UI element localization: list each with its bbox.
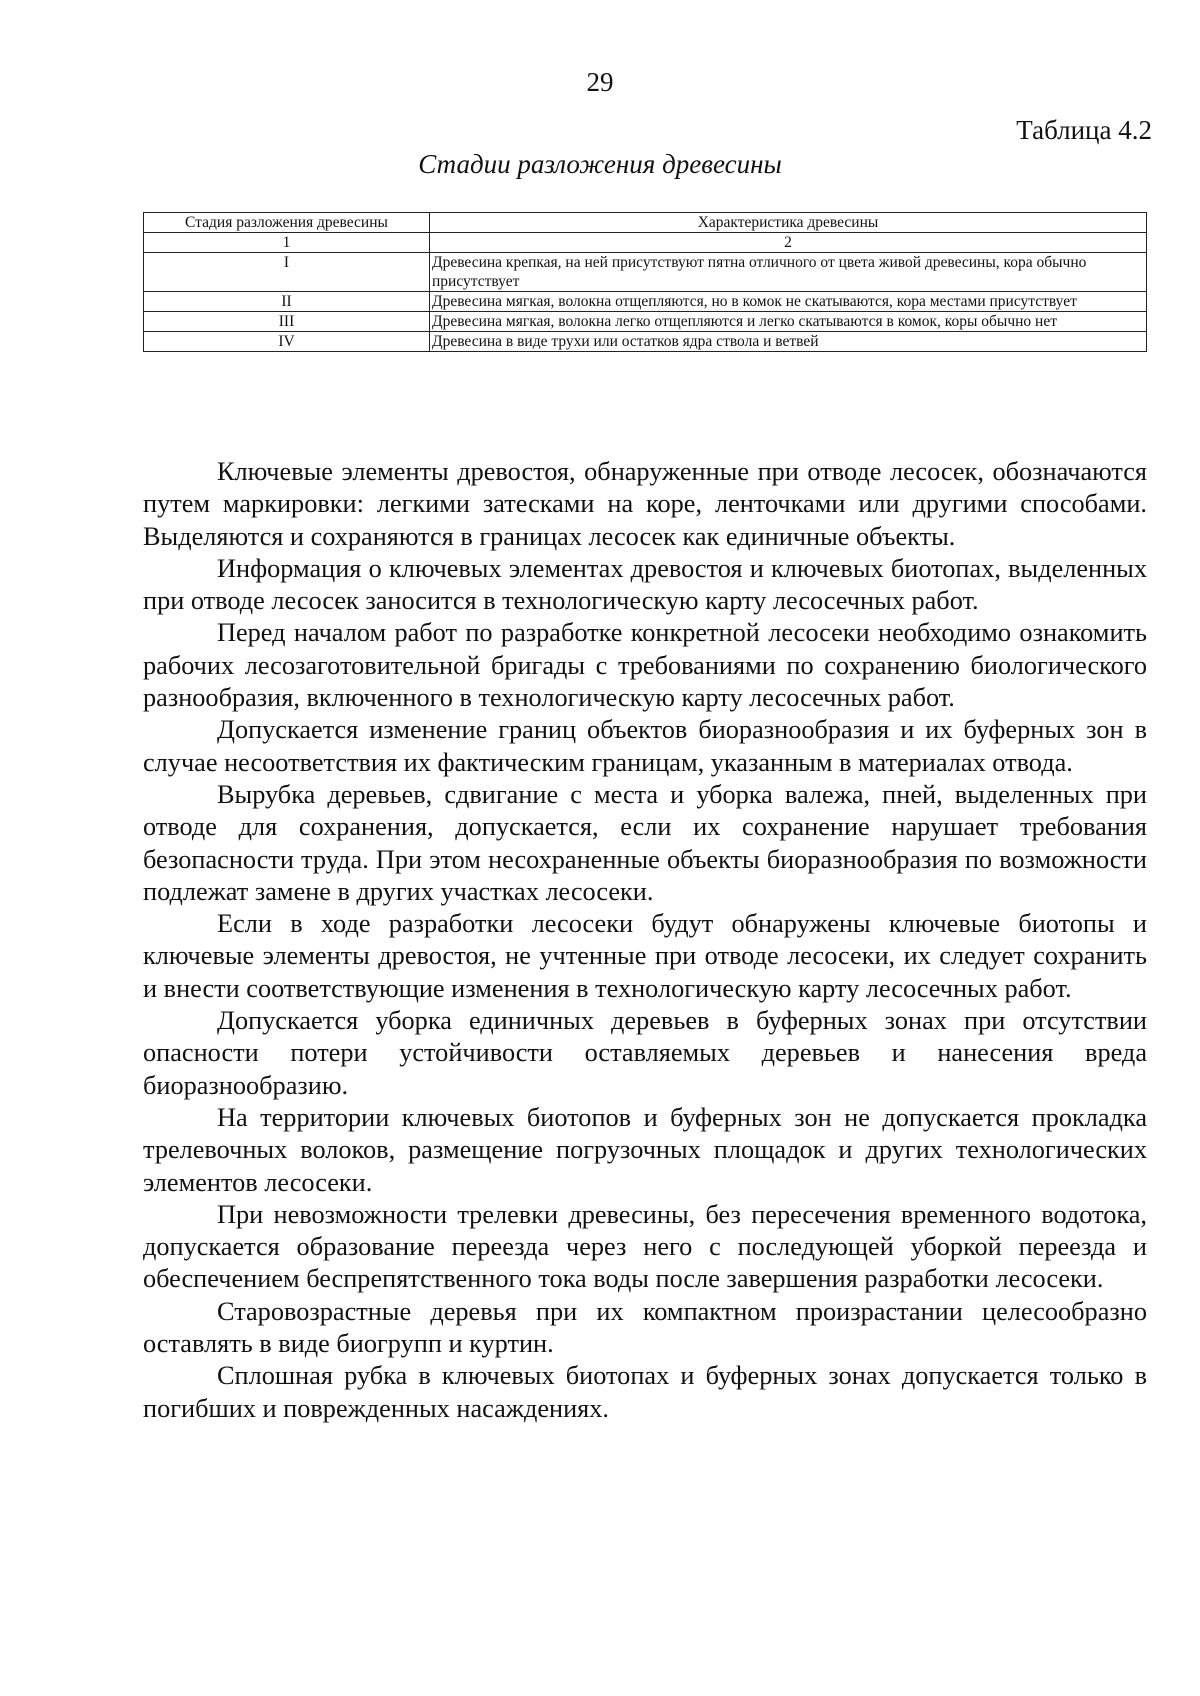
table-label: Таблица 4.2: [1016, 115, 1152, 145]
paragraph: При невозможности трелевки древесины, без пересечения временного водотока, допускается образование переезда через него с последующей уборкой переезда и обеспечением беспрепятственного тока воды после завершения разработки лесосеки.: [143, 1199, 1147, 1294]
paragraph: Старовозрастные деревья при их компактном произрастании целесообразно оставлять в виде биогрупп и куртин.: [143, 1296, 1147, 1359]
table-cell-description: Древесина в виде трухи или остатков ядра ствола и ветвей: [430, 332, 1147, 352]
table-row: [144, 253, 1147, 292]
table-cell-stage: I: [144, 253, 430, 292]
decay-stages-table: [143, 212, 1147, 352]
table-row: [144, 292, 1147, 312]
table-column-numbers-row: [144, 233, 1147, 253]
table-cell-description: Древесина мягкая, волокна легко отщепляются и легко скатываются в комок, коры обычно нет: [430, 312, 1147, 332]
table-cell-description: Древесина мягкая, волокна отщепляются, но в комок не скатываются, кора местами присутствует: [430, 292, 1147, 312]
table-cell-description: Древесина крепкая, на ней присутствуют пятна отличного от цвета живой древесины, кора обычно присутствует: [430, 253, 1147, 292]
table-header-cell: Стадия разложения древесины: [144, 213, 430, 233]
paragraph: Перед началом работ по разработке конкретной лесосеки необходимо ознакомить рабочих лесозаготовительной бригады с требованиями по сохранению биологического разнообразия, включенного в технологическую карту лесосечных работ.: [143, 618, 1147, 713]
paragraph: Допускается уборка единичных деревьев в буферных зонах при отсутствии опасности потери устойчивости оставляемых деревьев и нанесения вреда биоразнообразию.: [143, 1006, 1147, 1100]
table-cell-stage: II: [144, 292, 430, 312]
table-header-row: [144, 213, 1147, 233]
table-column-number: 2: [430, 233, 1147, 253]
page-number: 29: [586, 67, 614, 97]
paragraph: Ключевые элементы древостоя, обнаруженные при отводе лесосек, обозначаются путем маркировки: легкими затесками на коре, ленточками или другими способами. Выделяются и сохраняются в границах лесосек как единичные объекты.: [143, 457, 1147, 551]
paragraph: Если в ходе разработки лесосеки будут обнаружены ключевые биотопы и ключевые элементы древостоя, не учтенные при отводе лесосеки, их следует сохранить и внести соответствующие изменения в технологическую карту лесосечных работ.: [143, 909, 1147, 1003]
table-header-cell: Характеристика древесины: [430, 213, 1147, 233]
paragraph: Информация о ключевых элементах древостоя и ключевых биотопах, выделенных при отводе лесосек заносится в технологическую карту лесосечных работ.: [143, 553, 1147, 616]
table-cell-stage: III: [144, 312, 430, 332]
paragraph: Сплошная рубка в ключевых биотопах и буферных зонах допускается только в погибших и поврежденных насаждениях.: [143, 1361, 1147, 1423]
paragraph: Допускается изменение границ объектов биоразнообразия и их буферных зон в случае несоответствия их фактическим границам, указанным в материалах отвода.: [143, 715, 1147, 777]
table-title: Стадии разложения древесины: [418, 149, 782, 179]
table-cell-stage: IV: [144, 332, 430, 352]
body-text: [143, 456, 1147, 1425]
table-row: [144, 332, 1147, 352]
table-row: [144, 312, 1147, 332]
paragraph: На территории ключевых биотопов и буферных зон не допускается прокладка трелевочных волоков, размещение погрузочных площадок и других технологических элементов лесосеки.: [143, 1102, 1147, 1197]
paragraph: Вырубка деревьев, сдвигание с места и уборка валежа, пней, выделенных при отводе для сохранения, допускается, если их сохранение нарушает требования безопасности труда. При этом несохраненные объекты биоразнообразия по возможности подлежат замене в других участках лесосеки.: [143, 779, 1147, 906]
table-column-number: 1: [144, 233, 430, 253]
